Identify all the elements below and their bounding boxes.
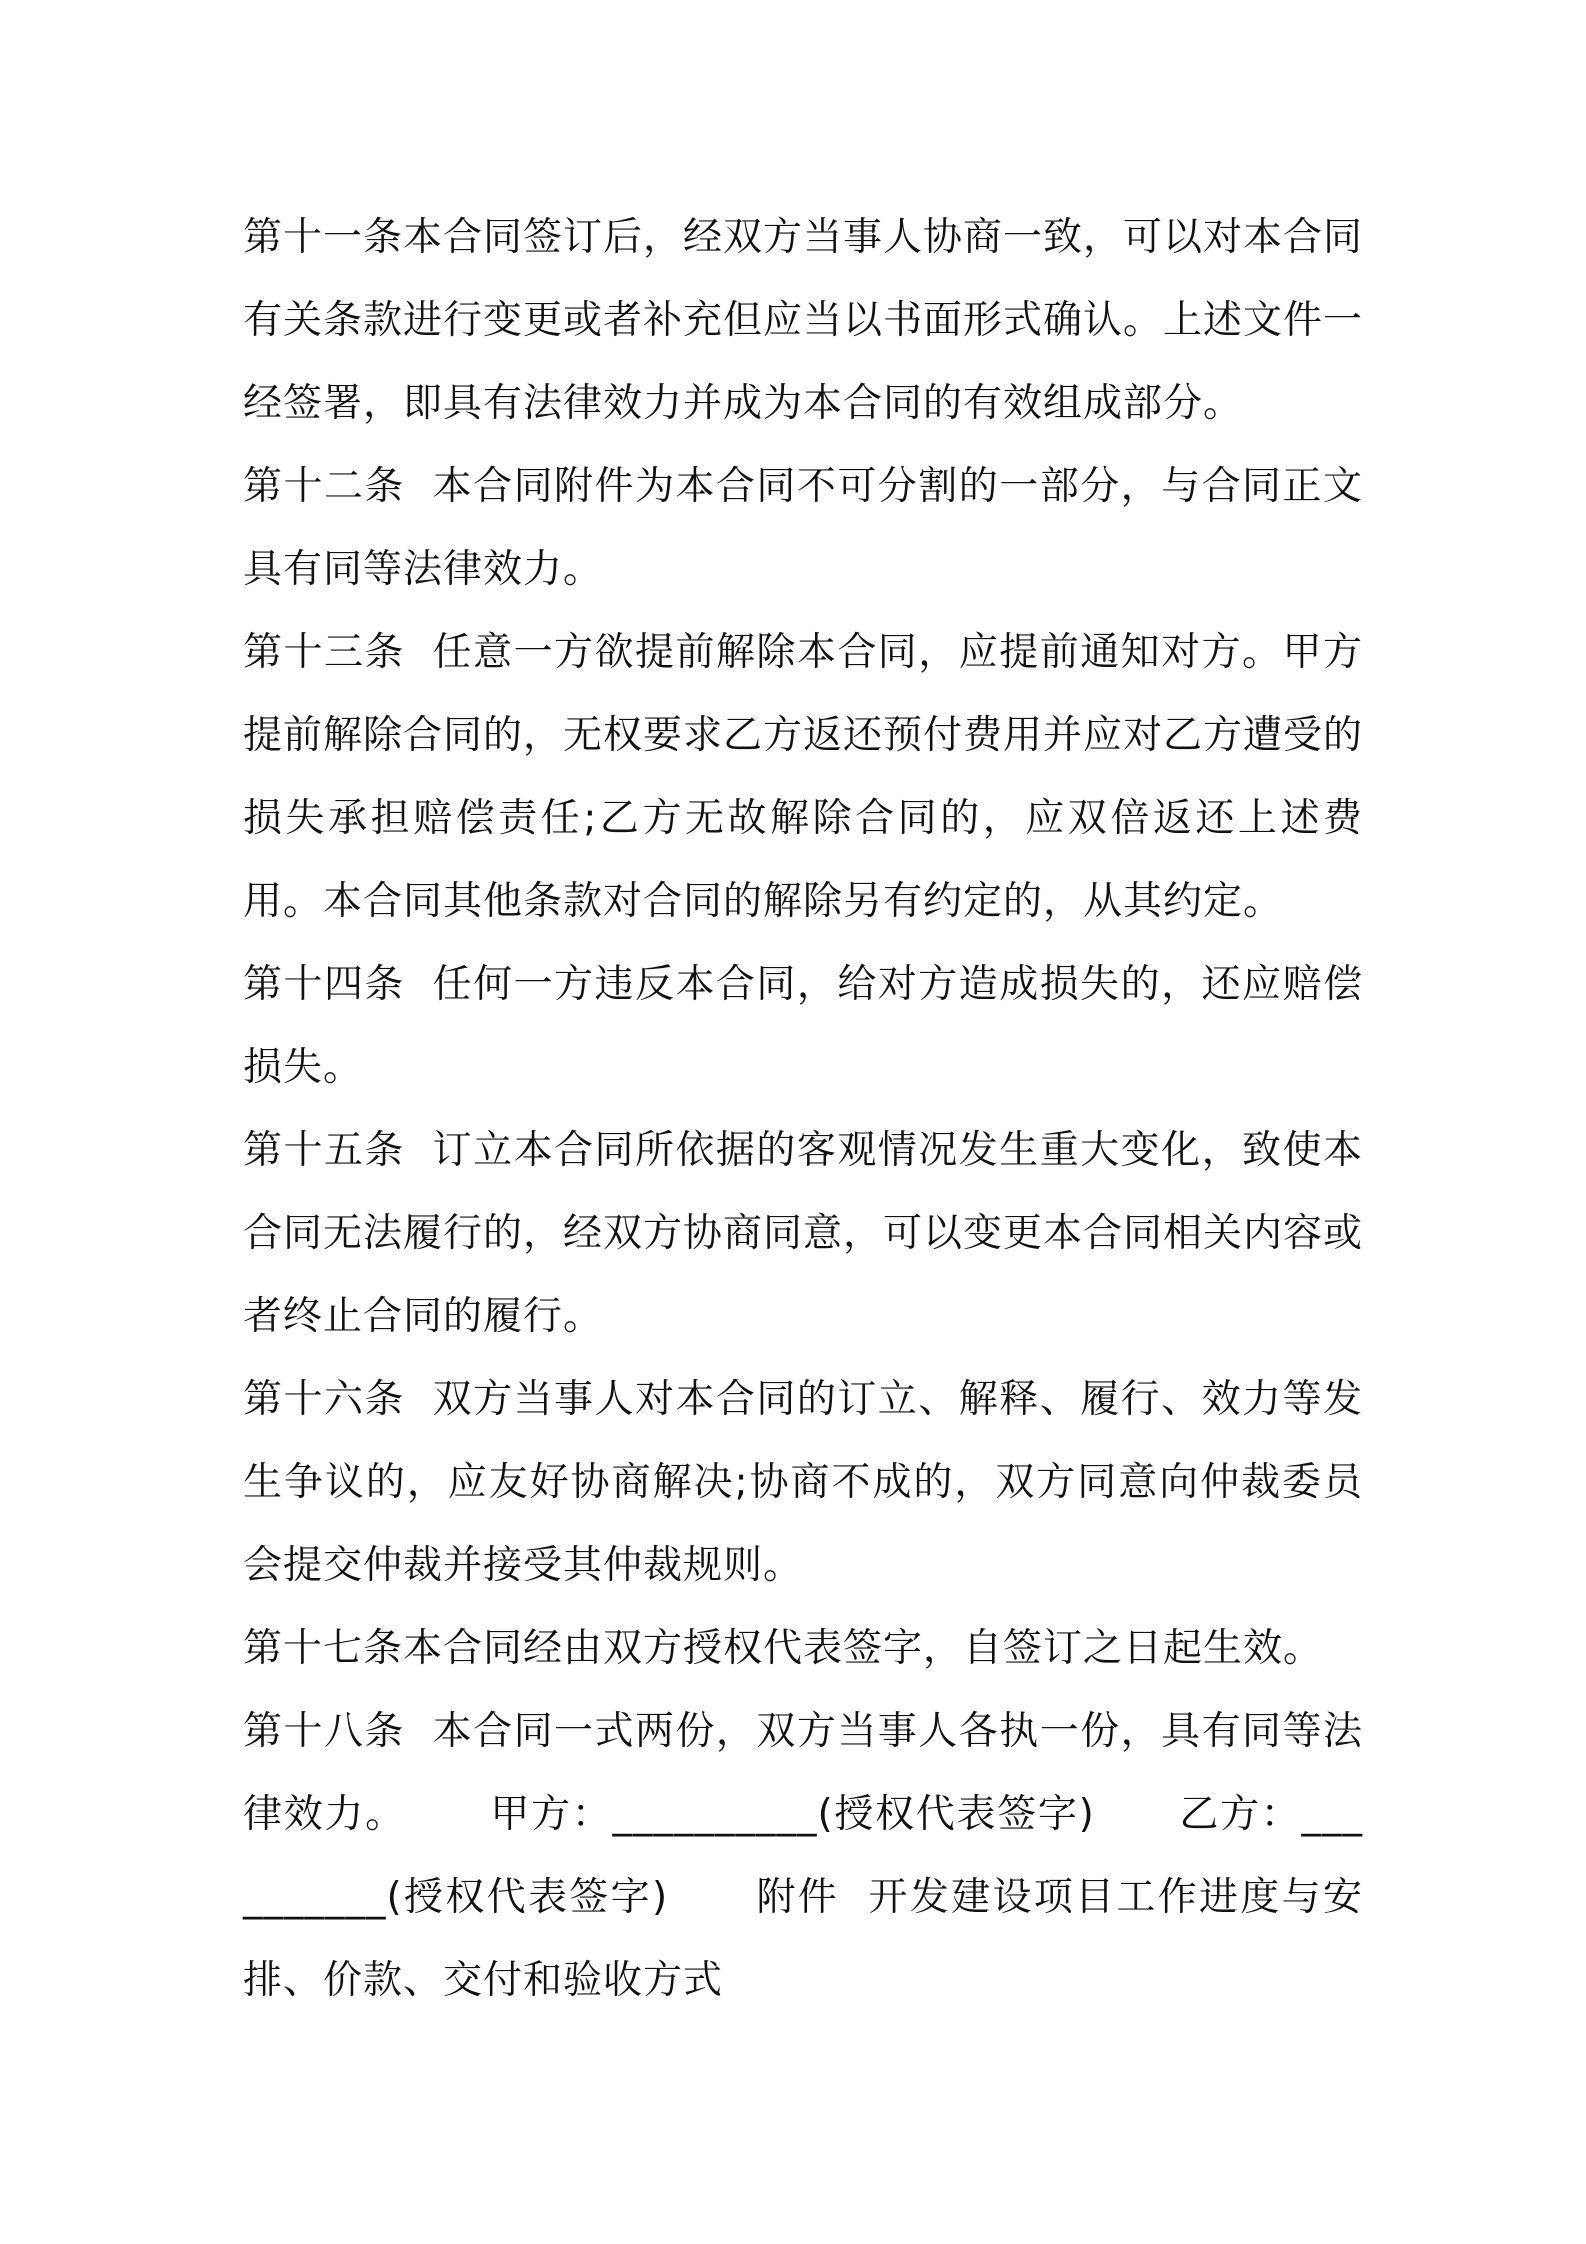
clause-13: 第十三条 任意一方欲提前解除本合同，应提前通知对方。甲方提前解除合同的，无权要求乙方返还预付费用并应对乙方遭受的损失承担赔偿责任;乙方无故解除合同的，应双倍返还上述费用。本合同其他条款对合同的解除另有约定的，从其约定。 (243, 630, 1364, 924)
clause-17: 第十七条本合同经由双方授权代表签字，自签订之日起生效。 (243, 1626, 1324, 1671)
clause-14: 第十四条 任何一方违反本合同，给对方造成损失的，还应赔偿损失。 (243, 962, 1363, 1090)
clause-16: 第十六条 双方当事人对本合同的订立、解释、履行、效力等发生争议的，应友好协商解决;协商不成的，双方同意向仲裁委员会提交仲裁并接受其仲裁规则。 (243, 1377, 1363, 1588)
document-body (243, 196, 1363, 2022)
clause-15: 第十五条 订立本合同所依据的客观情况发生重大变化，致使本合同无法履行的，经双方协商同意，可以变更本合同相关内容或者终止合同的履行。 (243, 1128, 1364, 1339)
clause-11: 第十一条本合同签订后，经双方当事人协商一致，可以对本合同有关条款进行变更或者补充但应当以书面形式确认。上述文件一经签署，即具有法律效力并成为本合同的有效组成部分。 (243, 215, 1364, 426)
clause-18-signatures: 第十八条 本合同一式两份，双方当事人各执一份，具有同等法律效力。 甲方：__________(授权代表签字) 乙方：__________(授权代表签字) 附件 开发建设项目工作进度与安排、价款、交付和验收方式 (243, 1709, 1363, 2003)
clause-12: 第十二条 本合同附件为本合同不可分割的一部分，与合同正文具有同等法律效力。 (243, 464, 1363, 592)
